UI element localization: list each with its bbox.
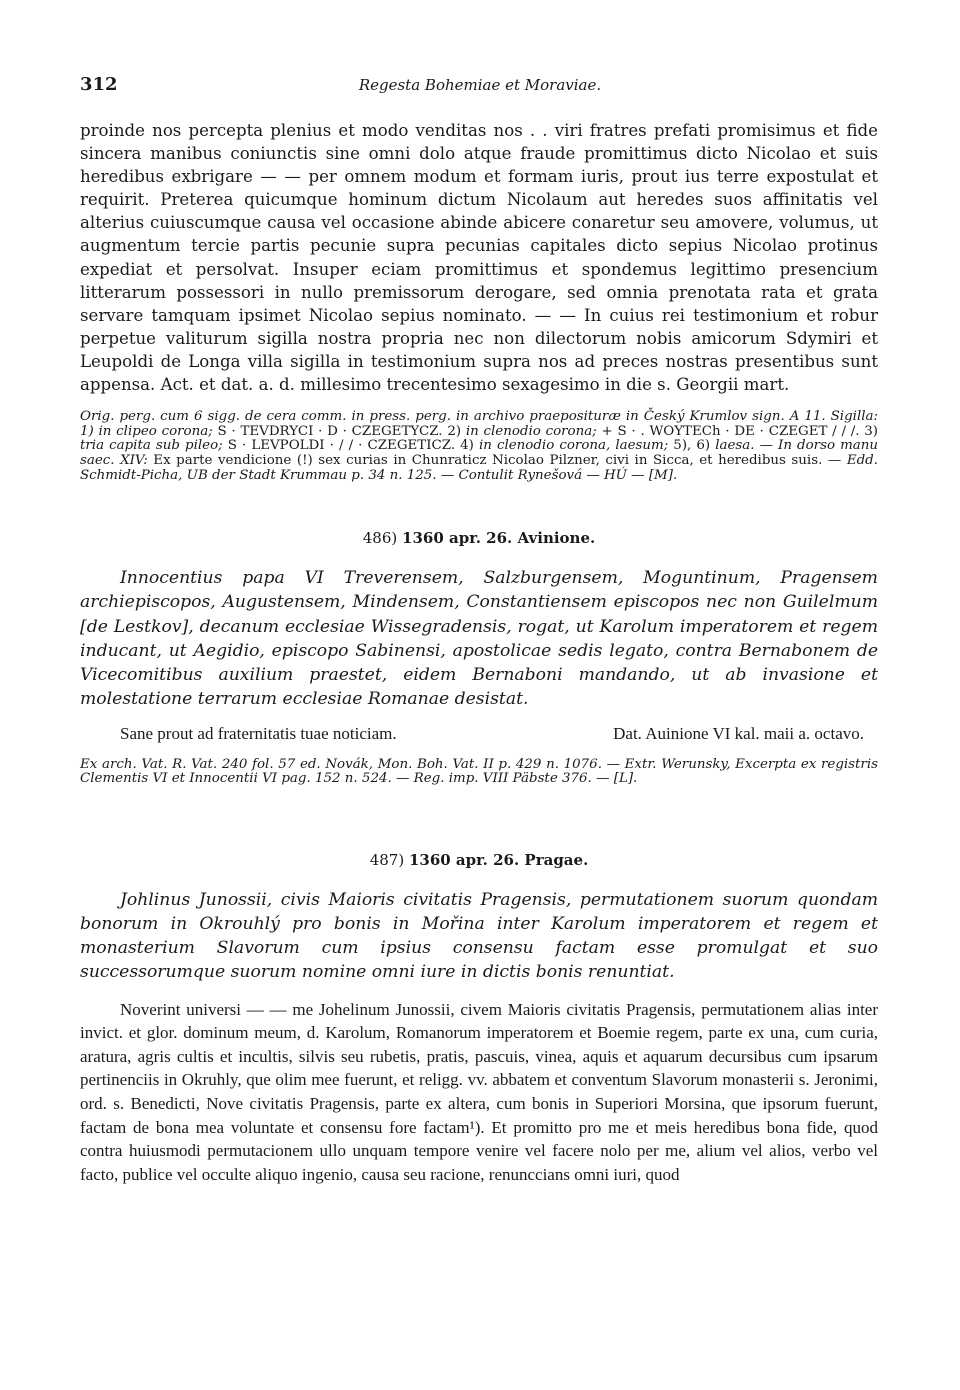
note-segment: + S · . WOYTECh · DE · CZEGET / / /. 3): [596, 423, 879, 439]
doc-487-date: 1360 apr. 26. Pragae.: [408, 850, 589, 869]
note-segment: S · LEVPOLDI · / / · CZEGETICZ. 4): [222, 438, 479, 454]
page-body: [80, 119, 878, 1186]
page-number: 312: [80, 74, 118, 95]
doc-487-heading: [80, 849, 878, 872]
note-segment: S · TEVDRYCI · D · CZEGETYCZ. 2): [212, 423, 466, 439]
doc-486-text: [120, 722, 864, 745]
note-segment: in clenodio corona, laesum;: [478, 438, 669, 454]
doc-486-heading: [80, 527, 878, 550]
doc-486-number: 486): [362, 529, 398, 548]
doc-486-explicit: Dat. Auinione VI kal. maii a. octavo.: [613, 724, 864, 744]
page-header: [80, 74, 880, 100]
note-segment: laesa. — In dorso manu saec. XIV:: [80, 438, 879, 468]
doc-487-number: 487): [369, 850, 405, 869]
doc-485-note: [80, 410, 878, 483]
doc-486-incipit: Sane prout ad fraternitatis tuae noticiam.: [120, 724, 397, 744]
doc-485-text: proinde nos percepta plenius et modo venditas nos . . viri fratres prefati promisimus et fide sincera manibus coniunctis sine omni dolo atque fraude promittimus dicto Nicolao et suis heredibus exbrigare — — per omnem modum et formam iuris, prout ius terre expostulat et requirit. Preterea quicumque hominum dictum Nicolaum aut heredes suos affinitatis vel alterius cuiuscumque causa vel occasione abinde abicere conaretur seu amovere, volumus, ut augmentum tercie partis pecunie supra pecunias capitales dicto sepius Nicolao protinus expediat et persolvat. Insuper eciam promittimus et spondemus legittimo presencium litterarum possessori in nullo premissorum derogare, sed omnia prenotata rata et grata servare tamquam ipsimet Nicolao sepius nominato. — — In cuius rei testimonium et robur perpetue valiturum sigilla nostra propria nec non dilectorum nobis amicorum Sdymiri et Leupoldi de Longa villa sigilla in testimonium supra nos ad preces nostras presentibus sunt appensa. Act. et dat. a. d. millesimo trecentesimo sexagesimo in die s. Georgii mart.: [80, 121, 878, 395]
doc-486-regest: Innocentius papa VI Treverensem, Salzburgensem, Moguntinum, Pragensem archiepiscopos, Augustensem, Mindensem, Constantiensem episcopos nec non Guilelmum [de Lestkov], decanum ecclesiae Wissegradensis, rogat, ut Karolum imperatorem et regem inducant, ut Aegidio, episcopo Sabinensi, apostolicae sedis legato, contra Bernabonem de Vicecomitibus auxilium praestet, eidem Bernaboni mandando, ut ab invasione et molestatione terrarum ecclesiae Romanae desistat.: [80, 568, 878, 710]
doc-487-regest: Johlinus Junossii, civis Maioris civitatis Pragensis, permutationem suorum quondam bonorum in Okrouhlý pro bonis in Mořina inter Karolum imperatorem et regem et monasterium Slavorum cum ipsius consensu factam esse promulgat et suo successorumque suorum nomine omni iure in dictis bonis renuntiat.: [80, 889, 878, 983]
note-segment: 5), 6): [668, 438, 716, 454]
doc-486-note: Ex arch. Vat. R. Vat. 240 fol. 57 ed. Novák, Mon. Boh. Vat. II p. 429 n. 1076. — Extr. Werunsky, Excerpta ex registris Clementis VI et Innocentii VI pag. 152 n. 524. — Reg. imp. VIII Päbste 376. — [L].: [80, 756, 878, 787]
note-segment: Ex parte vendicione (!) sex curias in Chunraticz Nicolao Pilzner, civi in Sicca, et heredibus suis. —: [147, 452, 847, 468]
doc-487-text: Noverint universi — — me Johelinum Junossii, civem Maioris civitatis Pragensis, permutationem alias inter invict. et glor. dominum meum, d. Karolum, Romanorum imperatorem et Boemie regem, parte ex una, cum curia, aratura, agris cultis et incultis, silvis seu rubetis, pratis, pascuis, vinea, aquis et aquarum decursibus cum ipsarum pertinenciis in Okruhly, que olim mee fuerunt, et religg. vv. abbatem et conventum Slavorum monasterii s. Jeronimi, ord. s. Benedicti, Nove civitatis Pragensis, parte ex altera, cum bonis in Superiori Morsina, que ipsorum fuerunt, factam de bona mea voluntate et consensu fore factam¹). Et promitto pro me et meis heredibus bona fide, quod contra huiusmodi permutacionem ullo unquam tempore venire vel facere nolo per me, alium vel alios, verbo vel facto, publice vel occulte aliquo ingenio, causa seu racione, renunccians omni iuri, quod: [80, 999, 878, 1184]
doc-486-date: 1360 apr. 26. Avinione.: [402, 529, 596, 548]
note-segment: tria capita sub pileo;: [80, 438, 223, 454]
note-segment: Edd. Schmidt-Picha, UB der Stadt Krummau p. 34 n. 125. — Contulit Rynešová — HÚ — [M].: [80, 452, 879, 483]
note-segment: in clenodio corona;: [465, 423, 597, 439]
running-title: Regesta Bohemiae et Moraviae.: [358, 76, 602, 94]
note-segment: Orig. perg. cum 6 sigg. de cera comm. in press. perg. in archivo praeposituræ in Český Krumlov sign. A 11. Sigilla: 1) in clipeo corona;: [80, 409, 878, 439]
